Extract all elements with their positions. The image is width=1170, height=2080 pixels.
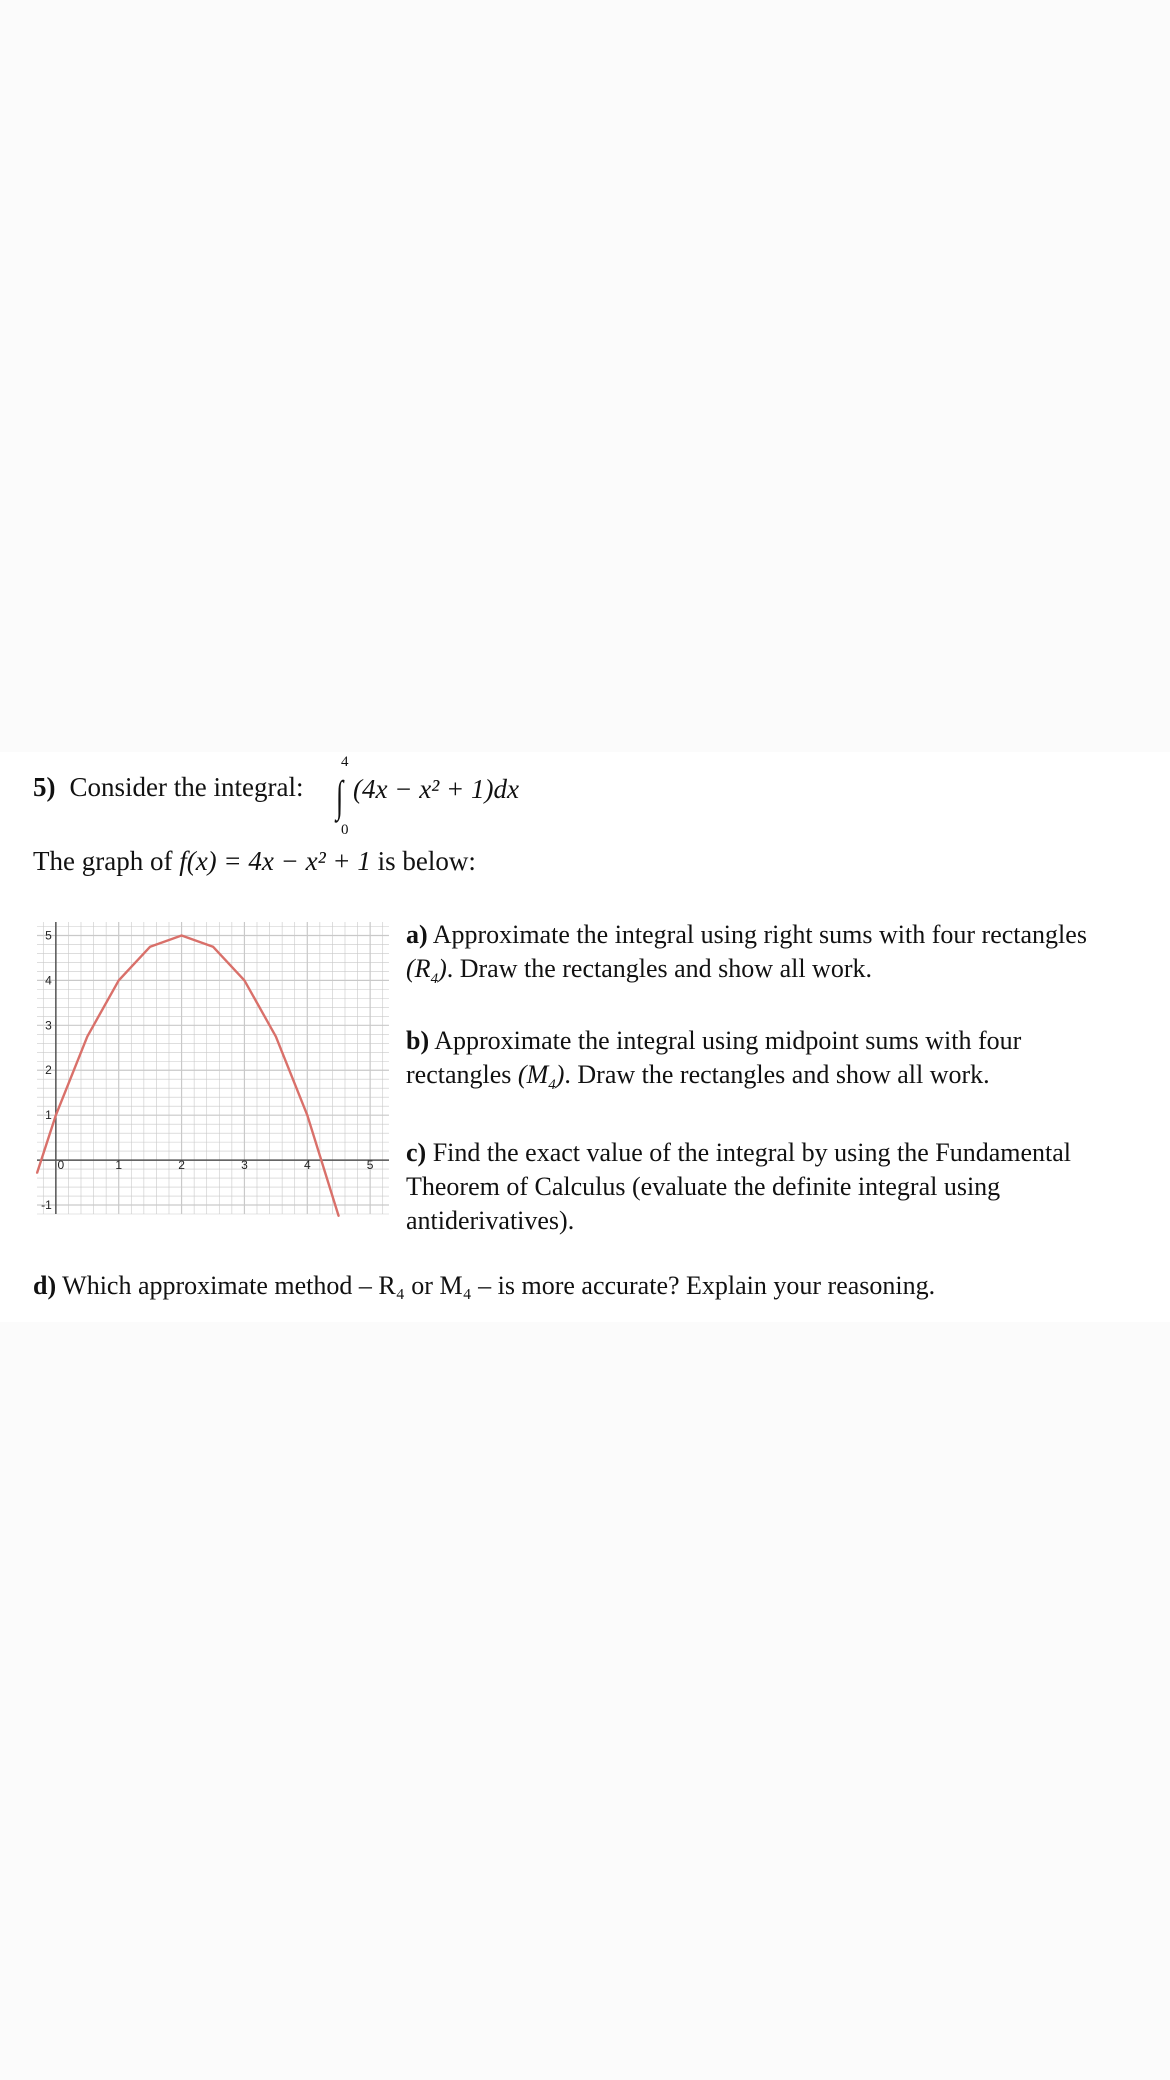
y-tick-label: 4 (45, 973, 52, 988)
curve-point (306, 1114, 308, 1116)
part-b: b) Approximate the integral using midpoint sums with four rectangles $(M_4)$. Draw the rectangles and show all work. (406, 1026, 1022, 1093)
part-d: d) Which approximate method – R₄ or M₄ – is more accurate? Explain your reasoning. (33, 1271, 936, 1300)
integral-expression (331, 754, 531, 838)
question-line (33, 772, 303, 803)
integral-upper-limit: 4 (341, 754, 349, 770)
function-expression: f(x) = 4x − x² + 1 (179, 846, 371, 876)
x-tick-label: 5 (366, 1158, 374, 1173)
integral-sign-icon: ∫ (336, 772, 344, 821)
y-tick-label: 2 (45, 1063, 52, 1078)
curve-point (275, 1036, 277, 1038)
x-tick-label: 0 (57, 1158, 65, 1173)
curve-point (338, 1215, 340, 1217)
curve-point (244, 980, 246, 982)
x-tick-label: 2 (178, 1158, 185, 1173)
y-tick-label: 3 (45, 1018, 52, 1033)
x-tick-label: 3 (241, 1158, 248, 1173)
x-tick-label: 1 (115, 1158, 123, 1173)
function-curve (37, 935, 339, 1216)
part-a: a) Approximate the integral using right sums with four rectangles $(R_4)$. Draw the rectangles and show all work. (406, 920, 1087, 987)
y-tick-label: -1 (41, 1198, 52, 1213)
part-c: c) Find the exact value of the integral by using the Fundamental Theorem of Calculus (evaluate the definite integral using antiderivatives). (406, 1138, 1071, 1235)
y-tick-label: 5 (45, 928, 52, 943)
curve-point (86, 1036, 88, 1038)
question-intro: Consider the integral: (69, 772, 304, 802)
curve-point (181, 935, 183, 937)
question-number: 5) (33, 772, 56, 802)
function-graph (33, 918, 393, 1218)
integral-lower-limit: 0 (341, 822, 349, 838)
curve-point (118, 980, 120, 982)
curve-point (55, 1114, 57, 1116)
x-tick-label: 4 (303, 1158, 311, 1173)
curve-point (149, 946, 151, 948)
graph-caption: The graph of f(x) = 4x − x² + 1 is below: (33, 846, 476, 876)
curve-point (36, 1172, 38, 1174)
curve-point (212, 946, 214, 948)
y-tick-label: 1 (45, 1108, 52, 1123)
integrand: (4x − x² + 1)dx (353, 774, 519, 804)
